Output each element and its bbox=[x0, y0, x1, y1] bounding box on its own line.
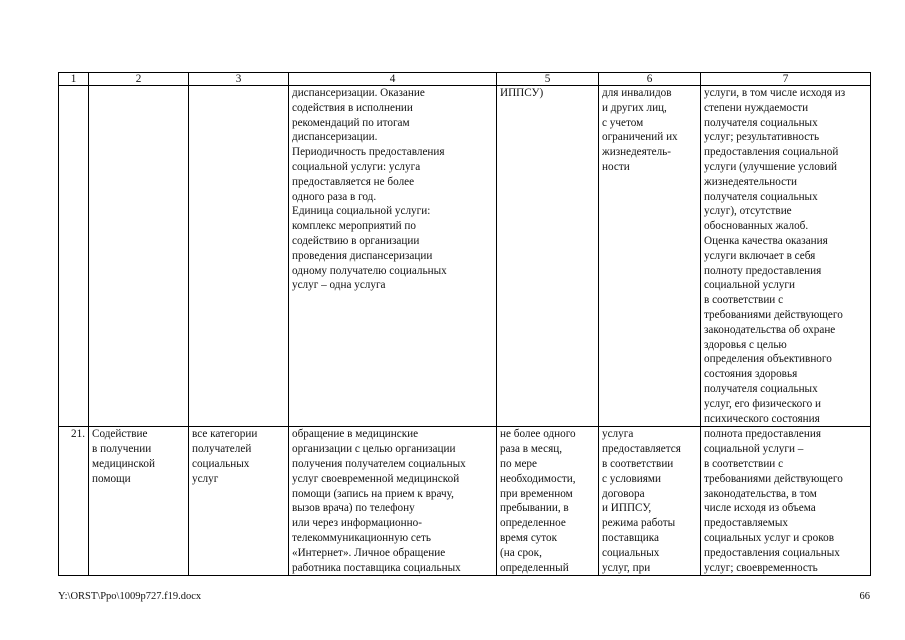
cell-text-line: в получении bbox=[92, 443, 152, 456]
cell-text-line: услуг; своевременность bbox=[704, 561, 818, 574]
cell-text-line: «Интернет». Личное обращение bbox=[292, 546, 446, 559]
cell-text-line: жизнедеятельности bbox=[704, 175, 797, 188]
cell-text-line: определенный bbox=[500, 561, 569, 574]
cell-text-line: обращение в медицинские bbox=[292, 428, 419, 441]
services-table bbox=[58, 72, 871, 576]
cell-text-line: Содействие bbox=[92, 428, 148, 441]
cell-text-line: содействия в исполнении bbox=[292, 101, 413, 114]
cell-text-line: ограничений их bbox=[602, 131, 678, 144]
cell-text-line: вызов врача) по телефону bbox=[292, 502, 415, 515]
cell-text-line: социальной услуги: услуга bbox=[292, 160, 421, 173]
cell-text-line: с условиями bbox=[602, 472, 661, 485]
cell-quality bbox=[701, 427, 871, 576]
cell-text-line: предоставления социальной bbox=[704, 146, 839, 159]
cell-text-line: Периодичность предоставления bbox=[292, 146, 445, 159]
cell-text-line: медицинской bbox=[92, 457, 155, 470]
cell-text-line: не более одного bbox=[500, 428, 576, 441]
cell-text-line: жизнедеятель- bbox=[602, 146, 672, 159]
column-number-row bbox=[59, 73, 871, 86]
cell-text-line: получения получателем социальных bbox=[292, 457, 466, 470]
cell-text-line: состояния здоровья bbox=[704, 368, 798, 381]
cell-text-line: режима работы bbox=[602, 517, 676, 530]
cell-num-empty bbox=[59, 86, 89, 427]
file-path: Y:\ORST\Ppo\1009p727.f19.docx bbox=[58, 591, 202, 602]
cell-service-empty bbox=[89, 86, 189, 427]
cell-frequency bbox=[497, 427, 599, 576]
cell-text-line: услуги включает в себя bbox=[704, 249, 816, 262]
cell-text-line: определения объективного bbox=[704, 353, 832, 366]
cell-text-line: ности bbox=[602, 160, 630, 173]
cell-text-line: требованиями действующего bbox=[704, 472, 843, 485]
cell-text-line: одному получателю социальных bbox=[292, 264, 447, 277]
cell-recipients bbox=[189, 427, 289, 576]
cell-text-line: и ИППСУ, bbox=[602, 502, 652, 515]
cell-text-line: и других лиц, bbox=[602, 101, 667, 114]
cell-text-line: услуги (улучшение условий bbox=[704, 160, 838, 173]
cell-text-line: услуг), отсутствие bbox=[704, 205, 792, 218]
cell-text-line: числе исходя из объема bbox=[704, 502, 816, 515]
cell-text-line: социальной услуги – bbox=[704, 443, 804, 456]
cell-text-line: в соответствии с bbox=[704, 457, 784, 470]
cell-text-line: по мере bbox=[500, 457, 537, 470]
cell-text-line: услуг, его физического и bbox=[704, 397, 821, 410]
cell-text-line: полнота предоставления bbox=[704, 428, 821, 441]
cell-quality bbox=[701, 86, 871, 427]
col-header-6: 6 bbox=[599, 73, 701, 86]
col-header-4: 4 bbox=[289, 73, 497, 86]
row-number: 21. bbox=[59, 427, 89, 576]
cell-text-line: для инвалидов bbox=[602, 87, 672, 99]
cell-text-line: или через информационно- bbox=[292, 517, 422, 530]
cell-text-line: психического состояния bbox=[704, 412, 820, 425]
cell-text-line: полноту предоставления bbox=[704, 264, 822, 277]
cell-text-line: получателя социальных bbox=[704, 116, 818, 129]
table-row-continued bbox=[59, 86, 871, 427]
col-header-7: 7 bbox=[701, 73, 871, 86]
cell-text-line: помощи (запись на прием к врачу, bbox=[292, 487, 454, 500]
cell-text-line: время суток bbox=[500, 531, 558, 544]
cell-text-line: в соответствии с bbox=[704, 294, 784, 307]
cell-text-line: поставщика bbox=[602, 531, 659, 544]
cell-text-line: законодательства об охране bbox=[704, 323, 836, 336]
cell-text-line: в соответствии bbox=[602, 457, 674, 470]
cell-text-line: диспансеризации. Оказание bbox=[292, 87, 425, 99]
table-row-21 bbox=[59, 427, 871, 576]
cell-text-line: диспансеризации. bbox=[292, 131, 378, 144]
cell-text-line: Единица социальной услуги: bbox=[292, 205, 431, 218]
col-header-5: 5 bbox=[497, 73, 599, 86]
cell-text-line: услуг, при bbox=[602, 561, 651, 574]
cell-text-line: все категории bbox=[192, 428, 258, 441]
cell-text-line: определенное bbox=[500, 517, 566, 530]
cell-text-line: услуг – одна услуга bbox=[292, 279, 386, 292]
cell-text-line: получателей bbox=[192, 443, 252, 456]
cell-text-line: ИППСУ) bbox=[500, 87, 544, 99]
cell-text-line: требованиями действующего bbox=[704, 308, 843, 321]
cell-text-line: получателя социальных bbox=[704, 190, 818, 203]
cell-text-line: Оценка качества оказания bbox=[704, 234, 828, 247]
cell-text-line: договора bbox=[602, 487, 645, 500]
cell-text-line: проведения диспансеризации bbox=[292, 249, 433, 262]
cell-text-line: при временном bbox=[500, 487, 573, 500]
cell-text-line: законодательства, в том bbox=[704, 487, 817, 500]
cell-text-line: раза в месяц, bbox=[500, 443, 563, 456]
cell-text-line: предоставляется bbox=[602, 443, 681, 456]
cell-text-line: получателя социальных bbox=[704, 382, 818, 395]
cell-text-line: услуг; результативность bbox=[704, 131, 820, 144]
col-header-3: 3 bbox=[189, 73, 289, 86]
cell-service-name bbox=[89, 427, 189, 576]
cell-frequency bbox=[497, 86, 599, 427]
cell-text-line: работника поставщика социальных bbox=[292, 561, 461, 574]
cell-conditions bbox=[599, 86, 701, 427]
cell-text-line: услуга bbox=[602, 428, 634, 441]
cell-text-line: предоставляемых bbox=[704, 517, 788, 530]
cell-text-line: комплекс мероприятий по bbox=[292, 220, 416, 233]
cell-text-line: социальных услуг и сроков bbox=[704, 531, 834, 544]
cell-text-line: предоставления социальных bbox=[704, 546, 840, 559]
cell-text-line: услуг своевременной медицинской bbox=[292, 472, 460, 485]
cell-text-line: (на срок, bbox=[500, 546, 542, 559]
cell-recipients-empty bbox=[189, 86, 289, 427]
cell-text-line: рекомендаций по итогам bbox=[292, 116, 410, 129]
cell-text-line: социальных bbox=[602, 546, 660, 559]
col-header-1: 1 bbox=[59, 73, 89, 86]
cell-text-line: социальных bbox=[192, 457, 250, 470]
cell-text-line: услуги, в том числе исходя из bbox=[704, 87, 846, 99]
cell-text-line: степени нуждаемости bbox=[704, 101, 809, 114]
cell-text-line: услуг bbox=[192, 472, 219, 485]
cell-text-line: телекоммуникационную сеть bbox=[292, 531, 431, 544]
cell-text-line: организации с целью организации bbox=[292, 443, 456, 456]
cell-description bbox=[289, 427, 497, 576]
cell-conditions bbox=[599, 427, 701, 576]
cell-text-line: здоровья с целью bbox=[704, 338, 787, 351]
cell-text-line: обоснованных жалоб. bbox=[704, 220, 809, 233]
cell-text-line: необходимости, bbox=[500, 472, 576, 485]
cell-text-line: содействию в организации bbox=[292, 234, 420, 247]
cell-text-line: предоставляется не более bbox=[292, 175, 415, 188]
page-number: 66 bbox=[859, 591, 870, 602]
col-header-2: 2 bbox=[89, 73, 189, 86]
cell-text-line: одного раза в год. bbox=[292, 190, 377, 203]
cell-text-line: помощи bbox=[92, 472, 131, 485]
cell-description bbox=[289, 86, 497, 427]
cell-text-line: пребывании, в bbox=[500, 502, 569, 515]
cell-text-line: социальной услуги bbox=[704, 279, 795, 292]
cell-text-line: с учетом bbox=[602, 116, 644, 129]
